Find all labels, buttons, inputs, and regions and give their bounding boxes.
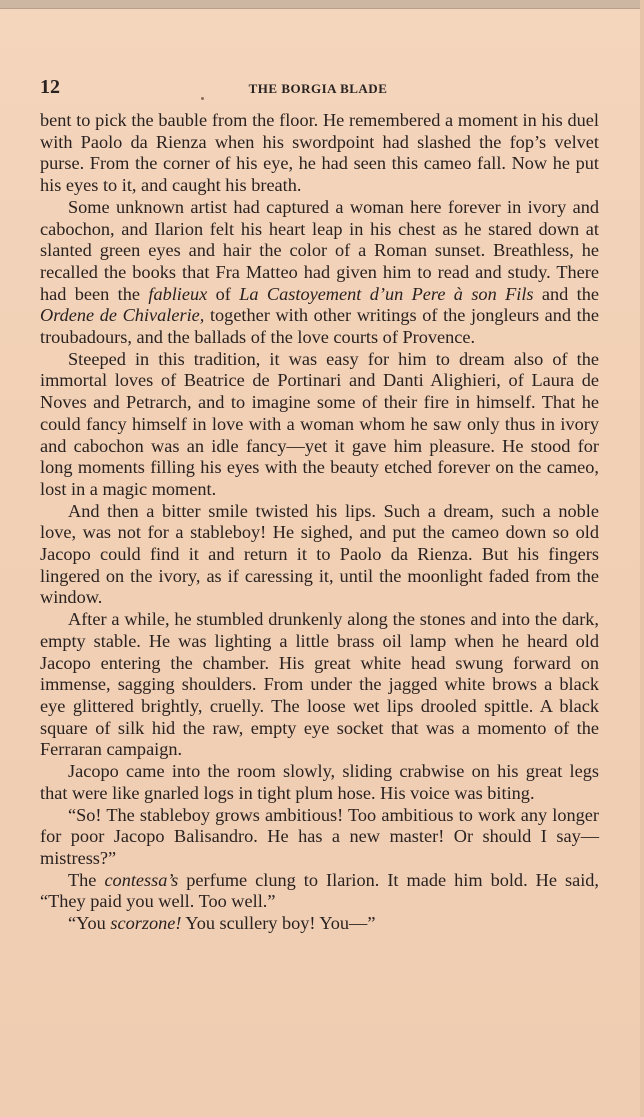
- text-run: perfume clung to Ilarion. It made him bold. He said, “They paid you well. Too well.”: [40, 869, 599, 912]
- text-run: After a while, he stumbled drunkenly along the stones and into the dark, empty stable. He was lighting a little brass oil lamp when he heard old Jacopo entering the chamber. His great white head swung forward on immense, sagging shoulders. From under the jagged white brows a black eye glittered brightly, cruelly. The loose wet lips drooled spittle. A black square of silk hid the raw, empty eye socket that was a momento of the Ferraran campaign.: [40, 609, 599, 760]
- paper-speck: [201, 97, 204, 100]
- italic-text: fablieux: [148, 283, 208, 304]
- paragraph: [40, 805, 599, 870]
- text-run: The: [68, 869, 105, 890]
- italic-text: Ordene de Chivalerie,: [40, 305, 205, 326]
- text-run: Some unknown artist had captured a woman here forever in ivory and cabochon, and Ilarion felt his heart leap in his chest as he stared down at slanted green eyes and hair the color of a Roman sunset. Breathless, he recalled the books that Fra Matteo had given him to read and study. There had been the: [40, 196, 599, 304]
- italic-text: scorzone!: [110, 913, 182, 934]
- text-run: And then a bitter smile twisted his lips. Such a dream, such a noble love, was not for a stableboy! He sighed, and put the cameo down so old Jacopo could find it and return it to Paolo da Rienza. But his fingers lingered on the ivory, as if caressing it, until the moonlight faded from the window.: [40, 500, 599, 608]
- text-run: “So! The stableboy grows ambitious! Too ambitious to work any longer for poor Jacopo Balisandro. He has a new master! Or should I say—mistress?”: [40, 804, 599, 868]
- scan-top-edge: [0, 0, 644, 9]
- paragraph: [40, 501, 599, 610]
- running-title: THE BORGIA BLADE: [248, 81, 388, 96]
- text-run: Jacopo came into the room slowly, sliding crabwise on his great legs that were like gnarled logs in tight plum hose. His voice was biting.: [40, 761, 599, 803]
- text-run: and the: [533, 283, 600, 304]
- paragraph: [40, 110, 599, 197]
- text-run: You scullery boy! You—”: [181, 913, 376, 934]
- paragraph: [40, 761, 599, 804]
- body-text: [40, 110, 599, 935]
- italic-text: La Castoyement d’un Pere à son Fils: [239, 283, 534, 304]
- scan-right-edge: [640, 0, 644, 1117]
- page-number: 12: [40, 76, 60, 98]
- page-header: [40, 76, 596, 102]
- paragraph: [40, 609, 599, 761]
- paragraph: [40, 197, 599, 349]
- text-run: “You: [68, 913, 111, 934]
- paragraph: [40, 870, 599, 913]
- text-run: Steeped in this tradition, it was easy for him to dream also of the immortal loves of Beatrice de Portinari and Danti Alighieri, of Laura de Noves and Petrarch, and to imagine some of their fire in himself. That he could fancy himself in love with a woman whom he saw only thus in ivory and cabochon was an idle fancy—yet it gave him pleasure. He stood for long moments filling his eyes with the beauty etched forever on the cameo, lost in a magic moment.: [40, 348, 599, 499]
- paragraph: [40, 349, 599, 501]
- text-run: together with other writings of the jongleurs and the troubadours, and the ballads of the love courts of Provence.: [40, 305, 599, 348]
- italic-text: contessa’s: [104, 869, 179, 890]
- text-run: bent to pick the bauble from the floor. He remembered a moment in his duel with Paolo da Rienza when his swordpoint had slashed the fop’s velvet purse. From the corner of his eye, he had seen this cameo fall. Now he put his eyes to it, and caught his breath.: [40, 110, 599, 196]
- paragraph: [40, 913, 599, 935]
- text-run: of: [207, 283, 240, 304]
